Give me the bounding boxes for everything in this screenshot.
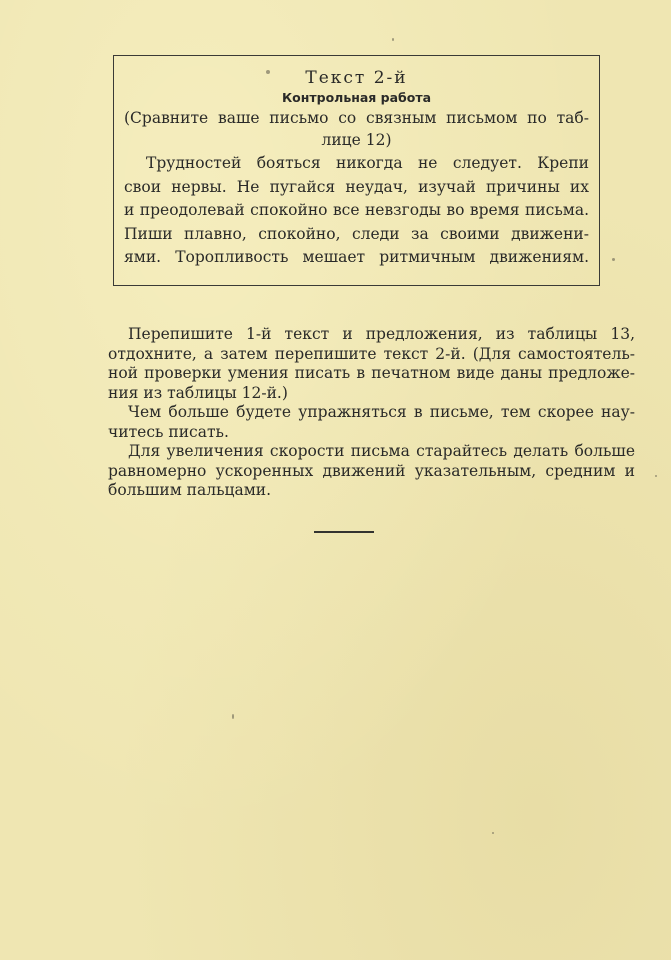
instruction-paragraph [108, 325, 635, 403]
instruction-paragraph [108, 403, 635, 442]
body-line: и преодолевай спокойно все невзгоды во время письма. [124, 201, 589, 219]
paragraph-line: равномерно ускоренных движений указательным, средним и [108, 461, 635, 480]
paragraph-line: большим пальцами. [108, 481, 272, 499]
paragraph-line: ной проверки умения писать в печатном виде даны предложе- [108, 364, 635, 382]
control-text-frame [113, 55, 600, 286]
paragraph-line: Для увеличения скорости письма старайтесь делать больше [128, 442, 635, 460]
paragraph-line: ния из таблицы 12-й.) [108, 383, 288, 402]
body-line: Трудностей бояться никогда не следует. Крепи [146, 154, 589, 172]
paper-speck [392, 38, 394, 41]
end-rule [314, 531, 374, 533]
text-subtitle: Контрольная работа [281, 90, 432, 105]
body-line: свои нервы. Не пугайся неудач, изучай причины их [124, 177, 589, 196]
paper-speck [266, 70, 270, 74]
paragraph-line: читесь писать. [108, 422, 229, 441]
control-text-body [124, 152, 589, 270]
paragraph-line: Перепишите 1-й текст и предложения, из таблицы 13, [128, 325, 635, 343]
paper-speck [492, 832, 494, 834]
body-line: ями. Торопливость мешает ритмичным движениям. [124, 248, 589, 266]
paper-speck [655, 475, 657, 477]
comparison-note [124, 107, 589, 151]
paper-speck [232, 714, 234, 719]
paper-speck [612, 258, 615, 261]
instructions [108, 325, 635, 501]
note-line: (Сравните ваше письмо со связным письмом по таб- [124, 109, 589, 127]
text-title: Текст 2-й [305, 68, 408, 88]
paragraph-line: отдохните, а затем перепишите текст 2-й. (Для самостоятель- [108, 344, 635, 363]
paragraph-line: Чем больше будете упражняться в письме, тем скорее нау- [128, 403, 635, 421]
body-line: Пиши плавно, спокойно, следи за своими движени- [124, 224, 589, 243]
instruction-paragraph [108, 442, 635, 501]
note-line: лице 12) [321, 131, 392, 149]
